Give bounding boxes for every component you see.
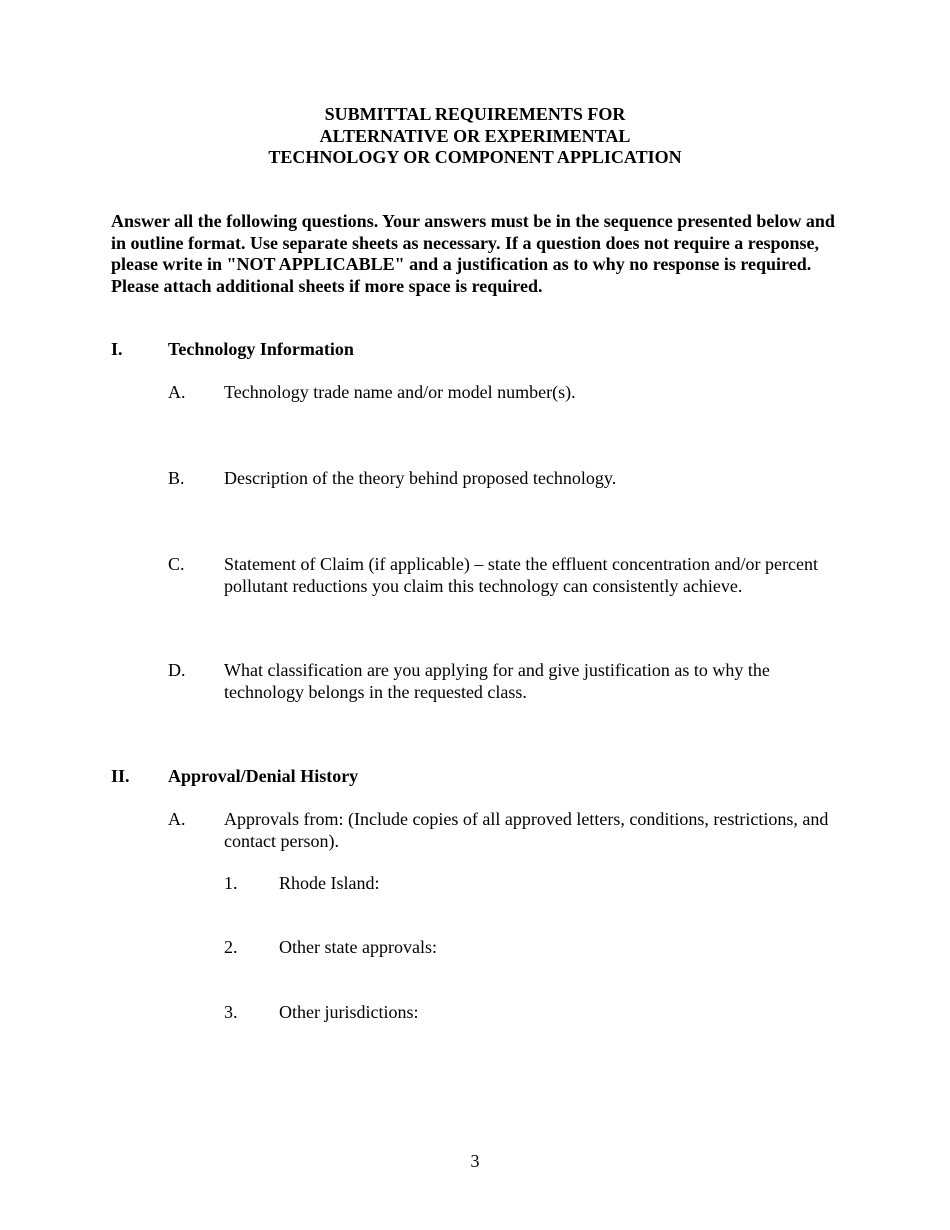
page-number: 3 [470,1151,480,1171]
item-letter: D. [168,660,186,680]
subitem-text: Rhode Island: [279,873,380,893]
item-letter: A. [168,809,186,829]
document-title [0,104,950,169]
instructions-paragraph: Answer all the following questions. Your answers must be in the sequence presented below and in outline format. Use separate sheets as necessary. If a question does not require a response, please write in "NOT APPLICABLE" and a justification as to why no response is required. Please attach additional sheets if more space is required. [111,211,835,296]
title-line-3: TECHNOLOGY OR COMPONENT APPLICATION [268,147,682,167]
subitem-number: 1. [224,873,238,893]
item-text: Description of the theory behind proposed technology. [224,468,617,488]
item-text: Approvals from: (Include copies of all approved letters, conditions, restrictions, and contact person). [224,809,829,851]
item-text: Statement of Claim (if applicable) – state the effluent concentration and/or percent pollutant reductions you claim this technology can consistently achieve. [224,554,818,596]
subitem-number: 3. [224,1002,238,1022]
subitem-text: Other jurisdictions: [279,1002,419,1022]
item-letter: A. [168,382,186,402]
section-number: II. [111,766,130,786]
section-number: I. [111,339,123,359]
title-line-1: SUBMITTAL REQUIREMENTS FOR [324,104,626,124]
section-title: Technology Information [168,339,354,359]
title-line-2: ALTERNATIVE OR EXPERIMENTAL [319,125,631,146]
item-text: Technology trade name and/or model number(s). [224,382,576,402]
subitem-text: Other state approvals: [279,937,437,957]
item-letter: C. [168,554,185,574]
item-text: What classification are you applying for and give justification as to why the technology belongs in the requested class. [224,660,770,702]
item-letter: B. [168,468,185,488]
section-title: Approval/Denial History [168,766,359,786]
subitem-number: 2. [224,937,238,957]
